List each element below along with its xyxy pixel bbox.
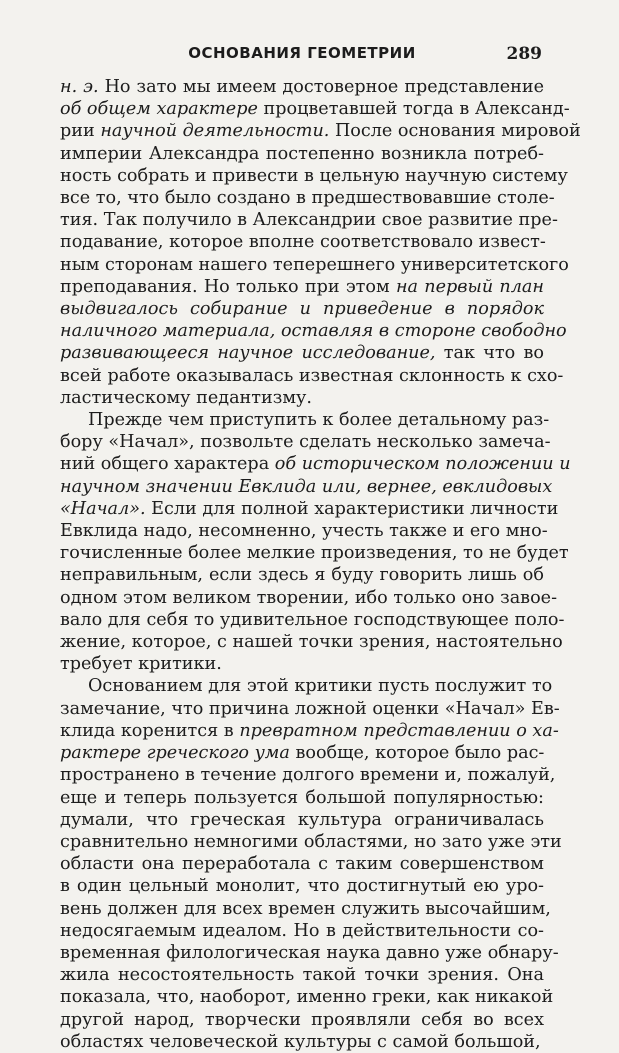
- text-line: [60, 165, 568, 187]
- text-line: [60, 476, 553, 498]
- text-line: [60, 187, 555, 209]
- text-line: [60, 320, 567, 342]
- text-line: [60, 831, 562, 853]
- text-line: [60, 653, 544, 675]
- text: преподавания. Но только при этом: [60, 276, 396, 297]
- text-line: [60, 231, 544, 253]
- text: ластическому педантизму.: [60, 387, 312, 408]
- text-line: [60, 787, 544, 809]
- text: вень должен для всех времен служить высочайшим,: [60, 898, 551, 919]
- text: ний общего характера: [60, 454, 275, 475]
- text-line: [60, 742, 544, 764]
- italic-text: научном значении Евклида или, вернее, евклидовых: [60, 476, 553, 497]
- paragraph: [60, 675, 562, 1052]
- text-line: [60, 98, 570, 120]
- text: одном этом великом творении, ибо только оно завое-: [60, 587, 558, 608]
- text-line: [60, 986, 554, 1008]
- text: После основания мировой: [329, 121, 581, 142]
- text-line: [60, 431, 551, 453]
- text-line: [60, 587, 558, 609]
- text-line: [60, 853, 544, 875]
- text-line: [60, 453, 571, 475]
- text: Но зато мы имеем достоверное представление: [98, 77, 544, 97]
- text: гочисленные более мелкие произведения, то не будет: [60, 543, 569, 564]
- text: Прежде чем приступить к более детальному раз-: [88, 410, 550, 431]
- text: так что во: [435, 343, 544, 364]
- text: вообще, которое было рас-: [289, 743, 545, 764]
- text: Основанием для этой критики пусть послужит то: [88, 676, 553, 697]
- text-line: [60, 875, 544, 897]
- text-line: [60, 298, 544, 320]
- text: областях человеческой культуры с самой большой,: [60, 1031, 541, 1052]
- text-line: [60, 809, 544, 831]
- italic-text: об историческом положении и: [274, 454, 571, 475]
- text: ность собрать и привести в цельную научную систему: [60, 165, 568, 186]
- text-line: [60, 920, 544, 942]
- text: ным сторонам нашего теперешнего университетского: [60, 254, 569, 275]
- page-number: 289: [506, 44, 542, 64]
- text-line: [60, 542, 569, 564]
- text: империи Александра постепенно возникла потреб-: [60, 143, 544, 164]
- text: Если для полной характеристики личности: [145, 498, 559, 519]
- text: в один цельный монолит, что достигнутый ею уро-: [60, 876, 544, 897]
- text: недосягаемым идеалом. Но в действительности со-: [60, 920, 544, 941]
- running-title: ОСНОВАНИЯ ГЕОМЕТРИИ: [188, 44, 416, 62]
- text-line: [60, 209, 558, 231]
- text-line: [60, 698, 560, 720]
- text: клида коренится в: [60, 720, 240, 741]
- text: вало для себя то удивительное господствующее поло-: [60, 609, 565, 630]
- text-line: [60, 387, 544, 409]
- text-line: [60, 675, 553, 697]
- text-line: [60, 942, 559, 964]
- text: подавание, которое вполне соответствовало извест-: [60, 232, 546, 253]
- italic-text: научной деятельности.: [100, 121, 330, 142]
- italic-text: превратном представлении о ха-: [239, 720, 559, 741]
- text-line: [60, 1031, 544, 1053]
- text: неправильным, если здесь я буду говорить лишь об: [60, 565, 544, 586]
- italic-text: об общем характере: [60, 99, 258, 120]
- text: временная филологическая наука давно уже обнару-: [60, 942, 559, 963]
- text-line: [60, 342, 544, 364]
- text: пространено в течение долгого времени и, пожалуй,: [60, 765, 556, 786]
- text: все то, что было создано в предшествовавшие столе-: [60, 188, 555, 209]
- page-header: [60, 44, 544, 70]
- text-line: [60, 409, 550, 431]
- text-line: [60, 764, 556, 786]
- text: требует критики.: [60, 654, 222, 675]
- text-line: [60, 631, 563, 653]
- text-line: [60, 520, 548, 542]
- text: другой народ, творчески проявляли себя во всех: [60, 1009, 544, 1030]
- text: процветавшей тогда в Александ-: [257, 99, 570, 120]
- italic-text: выдвигалось собирание и приведение в порядок: [60, 299, 544, 320]
- body-text: [60, 76, 581, 1053]
- text-line: [60, 120, 581, 142]
- text: жила несостоятельность такой точки зрения. Она: [60, 965, 544, 986]
- italic-text: рактере греческого ума: [60, 743, 290, 764]
- text: думали, что греческая культура ограничивалась: [60, 809, 544, 830]
- text-line: [60, 76, 544, 98]
- text: Евклида надо, несомненно, учесть также и его мно-: [60, 521, 548, 542]
- italic-text: наличного материала, оставляя в стороне свободно: [60, 321, 567, 342]
- text-line: [60, 365, 564, 387]
- text: сравнительно немногими областями, но зато уже эти: [60, 831, 562, 852]
- text: жение, которое, с нашей точки зрения, настоятельно: [60, 632, 563, 653]
- italic-text: на первый план: [395, 276, 544, 297]
- text: области она переработала с таким совершенством: [60, 854, 544, 875]
- text: рии: [60, 121, 101, 142]
- text-line: [60, 564, 544, 586]
- text-line: [60, 609, 565, 631]
- text-line: [60, 720, 559, 742]
- text-line: [60, 1009, 544, 1031]
- text: бору «Начал», позвольте сделать несколько замеча-: [60, 432, 551, 453]
- text-line: [60, 898, 551, 920]
- paragraph: [60, 409, 571, 675]
- text: тия. Так получило в Александрии свое развитие пре-: [60, 210, 558, 231]
- paragraph: [60, 76, 581, 409]
- italic-text: «Начал».: [60, 498, 146, 519]
- text: замечание, что причина ложной оценки «Начал» Ев-: [60, 698, 560, 719]
- text: еще и теперь пользуется большой популярностью:: [60, 787, 544, 808]
- italic-text: развивающееся научное исследование,: [60, 343, 436, 364]
- text-line: [60, 276, 544, 298]
- italic-text: н. э.: [60, 77, 99, 97]
- text: всей работе оказывалась известная склонность к схо-: [60, 365, 564, 386]
- text-line: [60, 254, 569, 276]
- text-line: [60, 964, 544, 986]
- text-line: [60, 498, 559, 520]
- text: показала, что, наоборот, именно греки, как никакой: [60, 987, 554, 1008]
- text-line: [60, 143, 544, 165]
